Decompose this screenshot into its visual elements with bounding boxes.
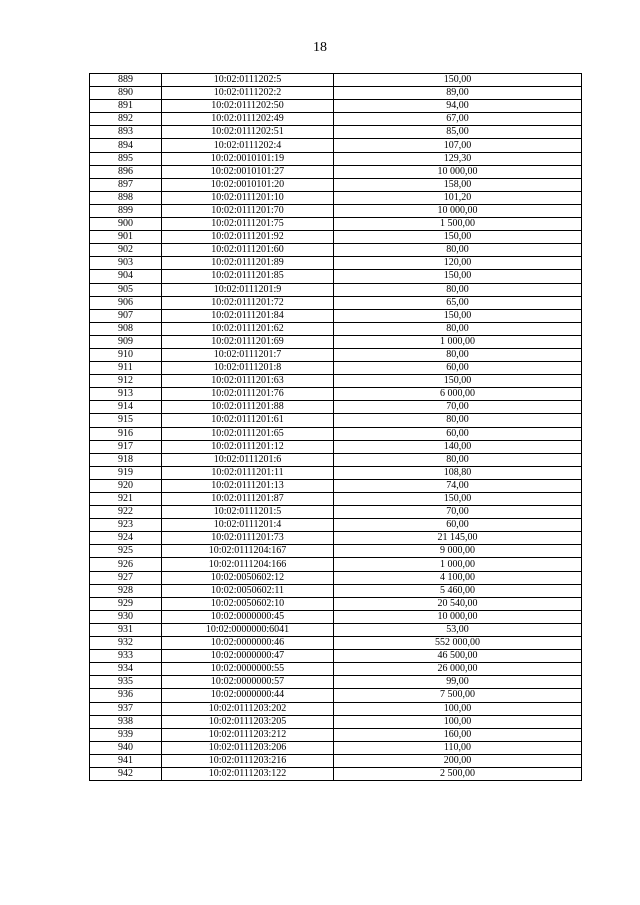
area-cell: 94,00 <box>334 100 582 113</box>
table-row <box>90 401 582 414</box>
area-cell: 552 000,00 <box>334 637 582 650</box>
table-row <box>90 335 582 348</box>
area-cell: 85,00 <box>334 126 582 139</box>
table-row <box>90 453 582 466</box>
table-row <box>90 767 582 780</box>
cadastral-number-cell: 10:02:0111201:87 <box>162 493 334 506</box>
cadastral-number-cell: 10:02:0111204:166 <box>162 558 334 571</box>
row-number-cell: 908 <box>90 322 162 335</box>
cadastral-number-cell: 10:02:0111201:61 <box>162 414 334 427</box>
cadastral-number-cell: 10:02:0111201:11 <box>162 466 334 479</box>
row-number-cell: 932 <box>90 637 162 650</box>
cadastral-number-cell: 10:02:0111201:69 <box>162 335 334 348</box>
table-row <box>90 741 582 754</box>
area-cell: 80,00 <box>334 453 582 466</box>
area-cell: 150,00 <box>334 493 582 506</box>
row-number-cell: 919 <box>90 466 162 479</box>
table-row <box>90 466 582 479</box>
cadastral-number-cell: 10:02:0111201:84 <box>162 309 334 322</box>
area-cell: 1 500,00 <box>334 218 582 231</box>
row-number-cell: 889 <box>90 74 162 87</box>
table-row <box>90 414 582 427</box>
area-cell: 1 000,00 <box>334 558 582 571</box>
table-row <box>90 191 582 204</box>
area-cell: 101,20 <box>334 191 582 204</box>
table-row <box>90 558 582 571</box>
row-number-cell: 901 <box>90 231 162 244</box>
table-row <box>90 100 582 113</box>
parcel-table <box>89 73 582 781</box>
cadastral-number-cell: 10:02:0000000:57 <box>162 676 334 689</box>
area-cell: 80,00 <box>334 283 582 296</box>
row-number-cell: 917 <box>90 440 162 453</box>
row-number-cell: 926 <box>90 558 162 571</box>
row-number-cell: 925 <box>90 545 162 558</box>
cadastral-number-cell: 10:02:0111201:9 <box>162 283 334 296</box>
table-row <box>90 283 582 296</box>
cadastral-number-cell: 10:02:0111202:2 <box>162 87 334 100</box>
area-cell: 6 000,00 <box>334 388 582 401</box>
area-cell: 46 500,00 <box>334 650 582 663</box>
row-number-cell: 912 <box>90 375 162 388</box>
cadastral-number-cell: 10:02:0111203:205 <box>162 715 334 728</box>
table-row <box>90 362 582 375</box>
row-number-cell: 911 <box>90 362 162 375</box>
table-row <box>90 218 582 231</box>
row-number-cell: 894 <box>90 139 162 152</box>
area-cell: 65,00 <box>334 296 582 309</box>
row-number-cell: 906 <box>90 296 162 309</box>
cadastral-number-cell: 10:02:0111201:6 <box>162 453 334 466</box>
area-cell: 10 000,00 <box>334 165 582 178</box>
row-number-cell: 909 <box>90 335 162 348</box>
table-row <box>90 152 582 165</box>
row-number-cell: 916 <box>90 427 162 440</box>
row-number-cell: 924 <box>90 532 162 545</box>
cadastral-number-cell: 10:02:0111201:85 <box>162 270 334 283</box>
row-number-cell: 905 <box>90 283 162 296</box>
row-number-cell: 927 <box>90 571 162 584</box>
area-cell: 67,00 <box>334 113 582 126</box>
row-number-cell: 918 <box>90 453 162 466</box>
cadastral-number-cell: 10:02:0111202:4 <box>162 139 334 152</box>
row-number-cell: 898 <box>90 191 162 204</box>
area-cell: 150,00 <box>334 270 582 283</box>
row-number-cell: 935 <box>90 676 162 689</box>
row-number-cell: 922 <box>90 506 162 519</box>
row-number-cell: 920 <box>90 479 162 492</box>
row-number-cell: 940 <box>90 741 162 754</box>
table-row <box>90 506 582 519</box>
area-cell: 2 500,00 <box>334 767 582 780</box>
cadastral-number-cell: 10:02:0010101:27 <box>162 165 334 178</box>
row-number-cell: 914 <box>90 401 162 414</box>
cadastral-number-cell: 10:02:0000000:45 <box>162 610 334 623</box>
row-number-cell: 938 <box>90 715 162 728</box>
area-cell: 100,00 <box>334 715 582 728</box>
cadastral-number-cell: 10:02:0111202:50 <box>162 100 334 113</box>
table-row <box>90 715 582 728</box>
area-cell: 53,00 <box>334 623 582 636</box>
cadastral-number-cell: 10:02:0111203:216 <box>162 754 334 767</box>
area-cell: 80,00 <box>334 244 582 257</box>
table-row <box>90 113 582 126</box>
row-number-cell: 890 <box>90 87 162 100</box>
cadastral-number-cell: 10:02:0111201:7 <box>162 348 334 361</box>
row-number-cell: 934 <box>90 663 162 676</box>
area-cell: 9 000,00 <box>334 545 582 558</box>
cadastral-number-cell: 10:02:0000000:44 <box>162 689 334 702</box>
cadastral-number-cell: 10:02:0050602:12 <box>162 571 334 584</box>
row-number-cell: 930 <box>90 610 162 623</box>
cadastral-number-cell: 10:02:0111201:4 <box>162 519 334 532</box>
area-cell: 110,00 <box>334 741 582 754</box>
table-row <box>90 676 582 689</box>
area-cell: 100,00 <box>334 702 582 715</box>
table-row <box>90 231 582 244</box>
row-number-cell: 892 <box>90 113 162 126</box>
cadastral-number-cell: 10:02:0111202:51 <box>162 126 334 139</box>
table-row <box>90 663 582 676</box>
cadastral-number-cell: 10:02:0111202:49 <box>162 113 334 126</box>
cadastral-number-cell: 10:02:0111201:75 <box>162 218 334 231</box>
cadastral-number-cell: 10:02:0050602:11 <box>162 584 334 597</box>
table-row <box>90 165 582 178</box>
row-number-cell: 937 <box>90 702 162 715</box>
area-cell: 89,00 <box>334 87 582 100</box>
table-row <box>90 650 582 663</box>
table-row <box>90 427 582 440</box>
table-row <box>90 702 582 715</box>
area-cell: 60,00 <box>334 362 582 375</box>
area-cell: 80,00 <box>334 322 582 335</box>
table-row <box>90 440 582 453</box>
area-cell: 129,30 <box>334 152 582 165</box>
table-row <box>90 689 582 702</box>
area-cell: 108,80 <box>334 466 582 479</box>
cadastral-number-cell: 10:02:0111204:167 <box>162 545 334 558</box>
table-row <box>90 571 582 584</box>
area-cell: 70,00 <box>334 506 582 519</box>
table-row <box>90 296 582 309</box>
area-cell: 21 145,00 <box>334 532 582 545</box>
row-number-cell: 895 <box>90 152 162 165</box>
row-number-cell: 897 <box>90 178 162 191</box>
cadastral-number-cell: 10:02:0111203:122 <box>162 767 334 780</box>
table-row <box>90 244 582 257</box>
area-cell: 99,00 <box>334 676 582 689</box>
cadastral-number-cell: 10:02:0111201:8 <box>162 362 334 375</box>
area-cell: 140,00 <box>334 440 582 453</box>
table-row <box>90 519 582 532</box>
cadastral-number-cell: 10:02:0111201:89 <box>162 257 334 270</box>
row-number-cell: 942 <box>90 767 162 780</box>
cadastral-number-cell: 10:02:0111201:65 <box>162 427 334 440</box>
table-row <box>90 348 582 361</box>
row-number-cell: 928 <box>90 584 162 597</box>
cadastral-number-cell: 10:02:0111201:70 <box>162 204 334 217</box>
cadastral-number-cell: 10:02:0010101:19 <box>162 152 334 165</box>
cadastral-number-cell: 10:02:0111202:5 <box>162 74 334 87</box>
area-cell: 150,00 <box>334 309 582 322</box>
area-cell: 10 000,00 <box>334 610 582 623</box>
cadastral-number-cell: 10:02:0111203:206 <box>162 741 334 754</box>
cadastral-number-cell: 10:02:0111201:62 <box>162 322 334 335</box>
area-cell: 26 000,00 <box>334 663 582 676</box>
table-row <box>90 493 582 506</box>
table-row <box>90 87 582 100</box>
cadastral-number-cell: 10:02:0111201:63 <box>162 375 334 388</box>
table-row <box>90 309 582 322</box>
row-number-cell: 933 <box>90 650 162 663</box>
cadastral-number-cell: 10:02:0111201:92 <box>162 231 334 244</box>
cadastral-number-cell: 10:02:0111201:60 <box>162 244 334 257</box>
table-row <box>90 479 582 492</box>
cadastral-number-cell: 10:02:0111201:5 <box>162 506 334 519</box>
parcel-table-body <box>90 74 582 781</box>
table-row <box>90 532 582 545</box>
table-row <box>90 322 582 335</box>
area-cell: 20 540,00 <box>334 597 582 610</box>
row-number-cell: 904 <box>90 270 162 283</box>
row-number-cell: 915 <box>90 414 162 427</box>
table-row <box>90 178 582 191</box>
area-cell: 80,00 <box>334 414 582 427</box>
table-row <box>90 126 582 139</box>
area-cell: 10 000,00 <box>334 204 582 217</box>
table-row <box>90 754 582 767</box>
cadastral-number-cell: 10:02:0111203:202 <box>162 702 334 715</box>
table-row <box>90 388 582 401</box>
area-cell: 80,00 <box>334 348 582 361</box>
area-cell: 150,00 <box>334 231 582 244</box>
table-row <box>90 584 582 597</box>
row-number-cell: 936 <box>90 689 162 702</box>
row-number-cell: 893 <box>90 126 162 139</box>
table-row <box>90 728 582 741</box>
row-number-cell: 903 <box>90 257 162 270</box>
cadastral-number-cell: 10:02:0010101:20 <box>162 178 334 191</box>
row-number-cell: 913 <box>90 388 162 401</box>
cadastral-number-cell: 10:02:0111201:10 <box>162 191 334 204</box>
row-number-cell: 923 <box>90 519 162 532</box>
cadastral-number-cell: 10:02:0000000:47 <box>162 650 334 663</box>
cadastral-number-cell: 10:02:0111201:72 <box>162 296 334 309</box>
area-cell: 150,00 <box>334 74 582 87</box>
row-number-cell: 900 <box>90 218 162 231</box>
table-row <box>90 204 582 217</box>
cadastral-number-cell: 10:02:0111201:13 <box>162 479 334 492</box>
table-row <box>90 637 582 650</box>
table-row <box>90 610 582 623</box>
row-number-cell: 939 <box>90 728 162 741</box>
row-number-cell: 929 <box>90 597 162 610</box>
area-cell: 70,00 <box>334 401 582 414</box>
area-cell: 1 000,00 <box>334 335 582 348</box>
row-number-cell: 902 <box>90 244 162 257</box>
area-cell: 200,00 <box>334 754 582 767</box>
area-cell: 160,00 <box>334 728 582 741</box>
area-cell: 60,00 <box>334 427 582 440</box>
cadastral-number-cell: 10:02:0111201:88 <box>162 401 334 414</box>
table-row <box>90 139 582 152</box>
table-row <box>90 257 582 270</box>
table-row <box>90 375 582 388</box>
row-number-cell: 931 <box>90 623 162 636</box>
row-number-cell: 910 <box>90 348 162 361</box>
table-row <box>90 545 582 558</box>
row-number-cell: 891 <box>90 100 162 113</box>
cadastral-number-cell: 10:02:0050602:10 <box>162 597 334 610</box>
cadastral-number-cell: 10:02:0000000:55 <box>162 663 334 676</box>
area-cell: 158,00 <box>334 178 582 191</box>
cadastral-number-cell: 10:02:0111201:76 <box>162 388 334 401</box>
area-cell: 7 500,00 <box>334 689 582 702</box>
area-cell: 4 100,00 <box>334 571 582 584</box>
row-number-cell: 907 <box>90 309 162 322</box>
cadastral-number-cell: 10:02:0111201:12 <box>162 440 334 453</box>
row-number-cell: 921 <box>90 493 162 506</box>
cadastral-number-cell: 10:02:0000000:6041 <box>162 623 334 636</box>
page-number: 18 <box>313 40 327 55</box>
table-row <box>90 270 582 283</box>
row-number-cell: 941 <box>90 754 162 767</box>
cadastral-number-cell: 10:02:0111201:73 <box>162 532 334 545</box>
row-number-cell: 899 <box>90 204 162 217</box>
area-cell: 150,00 <box>334 375 582 388</box>
area-cell: 107,00 <box>334 139 582 152</box>
cadastral-number-cell: 10:02:0111203:212 <box>162 728 334 741</box>
cadastral-number-cell: 10:02:0000000:46 <box>162 637 334 650</box>
area-cell: 60,00 <box>334 519 582 532</box>
row-number-cell: 896 <box>90 165 162 178</box>
table-row <box>90 623 582 636</box>
area-cell: 5 460,00 <box>334 584 582 597</box>
area-cell: 120,00 <box>334 257 582 270</box>
area-cell: 74,00 <box>334 479 582 492</box>
table-row <box>90 597 582 610</box>
table-row <box>90 74 582 87</box>
